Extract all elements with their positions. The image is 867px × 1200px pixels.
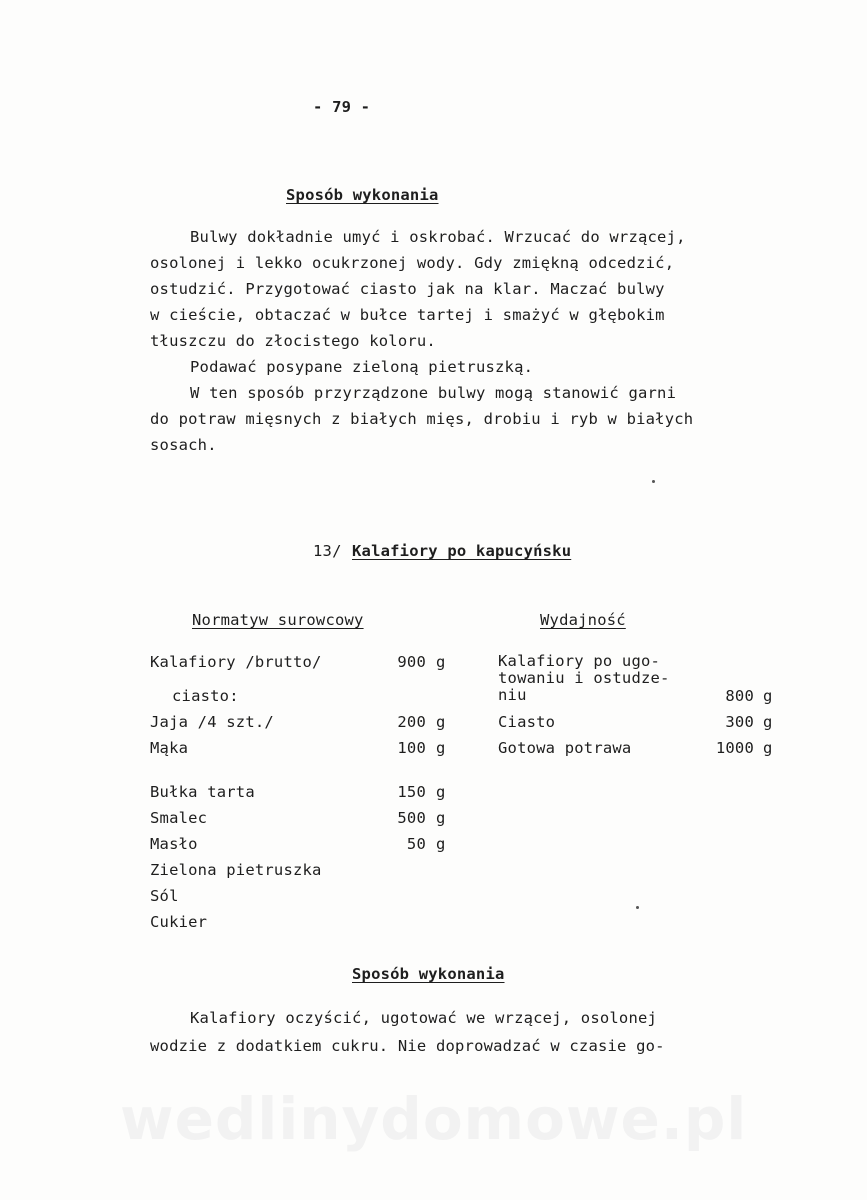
yield-name-line: niu bbox=[498, 686, 527, 704]
yield-heading: Wydajność bbox=[540, 611, 626, 629]
ingredient-name: Masło bbox=[150, 835, 198, 853]
section1-heading: Sposób wykonania bbox=[286, 186, 439, 204]
section1-line-1: Bulwy dokładnie umyć i oskrobać. Wrzucać do wrzącej, bbox=[190, 228, 686, 246]
ingredient-amount: 150 bbox=[397, 783, 426, 801]
ingredient-name: ciasto: bbox=[172, 687, 239, 705]
section1-line-3: ostudzić. Przygotować ciasto jak na klar. Maczać bulwy bbox=[150, 280, 665, 298]
yield-amount: 300 bbox=[725, 713, 754, 731]
section1-line-5: tłuszczu do złocistego koloru. bbox=[150, 332, 436, 350]
ingredient-name: Bułka tarta bbox=[150, 783, 255, 801]
section2-line-1: Kalafiory oczyścić, ugotować we wrzącej, osolonej bbox=[190, 1009, 658, 1027]
section1-note-2: do potraw mięsnych z białych mięs, drobiu i ryb w białych bbox=[150, 410, 694, 428]
recipe-number: 13/ bbox=[313, 542, 342, 560]
yield-name-line: Kalafiory po ugo- bbox=[498, 652, 661, 670]
ingredient-unit: g bbox=[436, 783, 446, 801]
section1-note-1: W ten sposób przyrządzone bulwy mogą stanowić garni bbox=[190, 384, 677, 402]
ingredient-unit: g bbox=[436, 809, 446, 827]
yield-unit: g bbox=[763, 687, 773, 705]
ingredient-amount: 50 bbox=[406, 835, 426, 853]
ingredient-name: Mąka bbox=[150, 739, 189, 757]
ingredient-unit: g bbox=[436, 835, 446, 853]
ingredients-heading: Normatyw surowcowy bbox=[192, 611, 364, 629]
section1-note-3: sosach. bbox=[150, 436, 217, 454]
yield-amount: 800 bbox=[725, 687, 754, 705]
yield-unit: g bbox=[763, 739, 773, 757]
section1-serving: Podawać posypane zieloną pietruszką. bbox=[190, 358, 534, 376]
section1-line-4: w cieście, obtaczać w bułce tartej i smażyć w głębokim bbox=[150, 306, 665, 324]
section2-line-2: wodzie z dodatkiem cukru. Nie doprowadzać w czasie go- bbox=[150, 1037, 665, 1055]
scan-speck bbox=[652, 480, 655, 483]
yield-name: Gotowa potrawa bbox=[498, 739, 632, 757]
yield-amount: 1000 bbox=[715, 739, 754, 757]
ingredient-unit: g bbox=[436, 713, 446, 731]
section2-heading: Sposób wykonania bbox=[352, 965, 505, 983]
recipe-title: Kalafiory po kapucyńsku bbox=[352, 542, 572, 560]
scan-speck bbox=[636, 906, 639, 909]
ingredient-name: Cukier bbox=[150, 913, 208, 931]
ingredient-name: Sól bbox=[150, 887, 179, 905]
page-number: - 79 - bbox=[313, 98, 371, 116]
section1-line-2: osolonej i lekko ocukrzonej wody. Gdy zmiękną odcedzić, bbox=[150, 254, 675, 272]
ingredient-name: Jaja /4 szt./ bbox=[150, 713, 274, 731]
ingredient-amount: 900 bbox=[397, 653, 426, 671]
watermark: wedlinydomowe.pl bbox=[120, 1085, 748, 1153]
ingredient-name: Smalec bbox=[150, 809, 208, 827]
ingredient-unit: g bbox=[436, 739, 446, 757]
ingredient-amount: 500 bbox=[397, 809, 426, 827]
ingredient-unit: g bbox=[436, 653, 446, 671]
yield-name bbox=[498, 653, 670, 704]
ingredient-amount: 200 bbox=[397, 713, 426, 731]
ingredient-name: Kalafiory /brutto/ bbox=[150, 653, 322, 671]
ingredient-name: Zielona pietruszka bbox=[150, 861, 322, 879]
yield-name-line: towaniu i ostudze- bbox=[498, 669, 670, 687]
yield-unit: g bbox=[763, 713, 773, 731]
yield-name: Ciasto bbox=[498, 713, 556, 731]
ingredient-amount: 100 bbox=[397, 739, 426, 757]
